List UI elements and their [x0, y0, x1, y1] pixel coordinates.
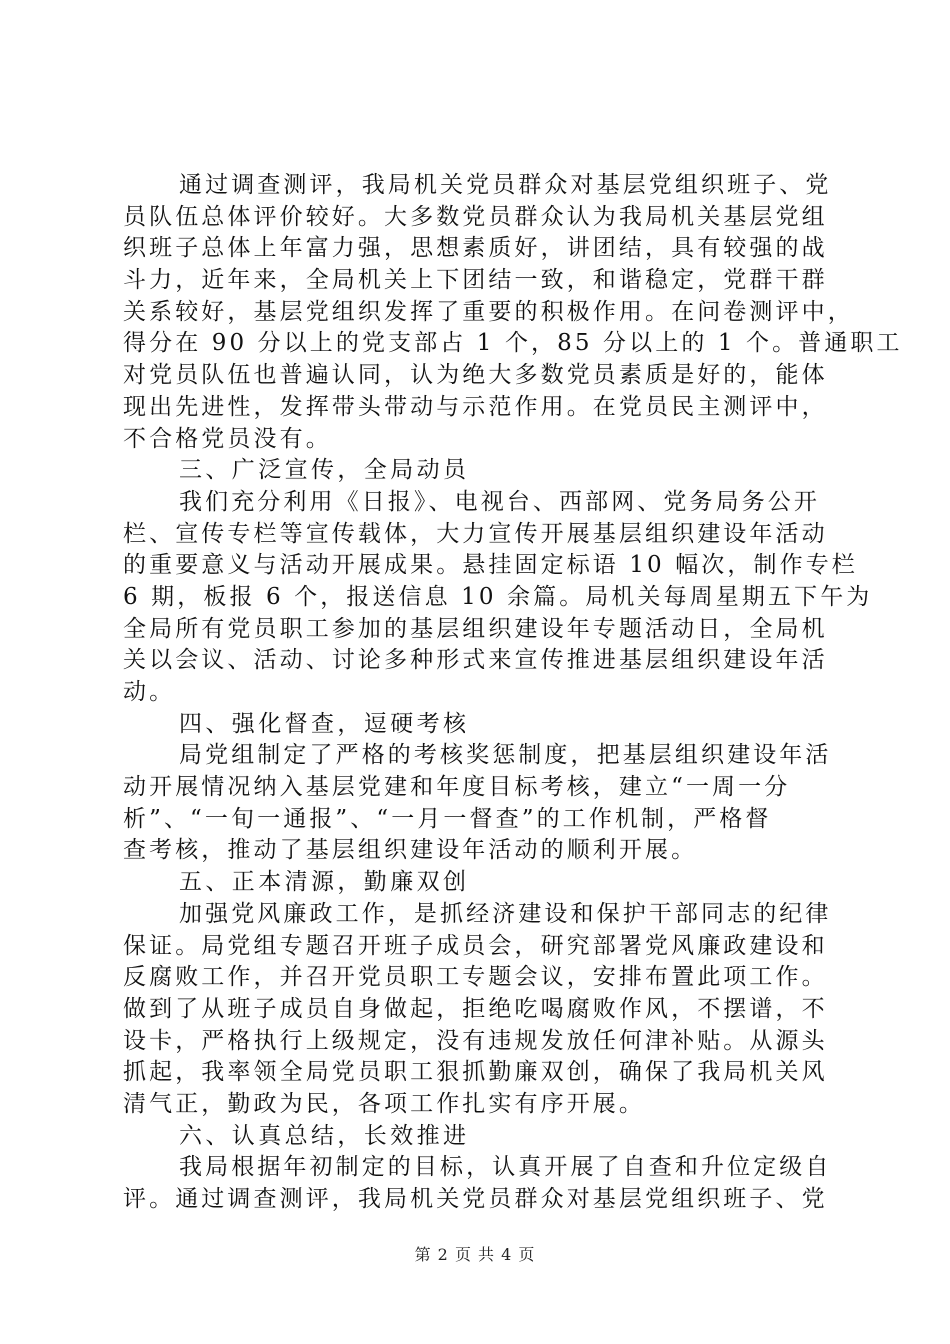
text-line: 反腐败工作，并召开党员职工专题会议，安排布置此项工作。: [123, 964, 828, 991]
text-line: 的重要意义与活动开展成果。悬挂固定标语 10 幅次，制作专栏: [123, 552, 858, 579]
text-line: 做到了从班子成员自身做起，拒绝吃喝腐败作风，不摆谱，不: [123, 995, 828, 1022]
text-line: 关以会议、活动、讨论多种形式来宣传推进基层组织建设年活: [123, 647, 828, 674]
section-heading: 五、正本清源，勤廉双创: [179, 869, 470, 896]
page-footer: 第 2 页 共 4 页: [414, 1245, 536, 1264]
text-line: 通过调查测评，我局机关党员群众对基层党组织班子、党: [179, 172, 832, 198]
section-heading: 三、广泛宣传，全局动员: [179, 457, 470, 484]
document-body: [123, 170, 903, 1216]
text-line: 员队伍总体评价较好。大多数党员群众认为我局机关基层党组: [123, 203, 828, 230]
text-line: 我局根据年初制定的目标，认真开展了自查和升位定级自: [179, 1154, 832, 1181]
text-line: 查考核，推动了基层组织建设年活动的顺利开展。: [123, 837, 698, 864]
text-line: 清气正，勤政为民，各项工作扎实有序开展。: [123, 1090, 645, 1117]
section-heading: 四、强化督查，逗硬考核: [179, 710, 470, 737]
text-line: 栏、宣传专栏等宣传载体，大力宣传开展基层组织建设年活动: [123, 520, 828, 547]
text-line: 我们充分利用《日报》、电视台、西部网、党务局务公开: [179, 488, 820, 515]
text-line: 加强党风廉政工作，是抓经济建设和保护干部同志的纪律: [179, 900, 832, 927]
text-line: 抓起，我率领全局党员职工狠抓勤廉双创，确保了我局机关风: [123, 1059, 828, 1086]
text-line: 全局所有党员职工参加的基层组织建设年专题活动日，全局机: [123, 615, 828, 642]
text-line: 析”、“一旬一通报”、“一月一督查”的工作机制，严格督: [123, 805, 772, 832]
text-line: 斗力，近年来，全局机关上下团结一致，和谐稳定，党群干群: [123, 267, 828, 294]
text-line: 动开展情况纳入基层党建和年度目标考核，建立“一周一分: [123, 774, 791, 801]
text-line: 关系较好，基层党组织发挥了重要的积极作用。在问卷测评中，: [123, 298, 854, 325]
text-line: 织班子总体上年富力强，思想素质好，讲团结，具有较强的战: [123, 235, 828, 262]
text-line: 保证。局党组专题召开班子成员会，研究部署党风廉政建设和: [123, 932, 828, 959]
section-heading: 六、认真总结，长效推进: [179, 1122, 470, 1149]
text-line: 现出先进性，发挥带头带动与示范作用。在党员民主测评中，: [123, 393, 828, 420]
text-line: 设卡，严格执行上级规定，没有违规发放任何津补贴。从源头: [123, 1027, 828, 1054]
text-line: 评。通过调查测评，我局机关党员群众对基层党组织班子、党: [123, 1186, 828, 1212]
text-line: 6 期，板报 6 个，报送信息 10 余篇。局机关每周星期五下午为: [123, 583, 873, 610]
text-line: 动。: [123, 679, 176, 705]
text-line: 不合格党员没有。: [123, 425, 332, 452]
text-line: 局党组制定了严格的考核奖惩制度，把基层组织建设年活: [179, 742, 832, 769]
text-line: 得分在 90 分以上的党支部占 1 个，85 分以上的 1 个。普通职工: [123, 330, 903, 357]
text-line: 对党员队伍也普遍认同，认为绝大多数党员素质是好的，能体: [123, 362, 828, 389]
